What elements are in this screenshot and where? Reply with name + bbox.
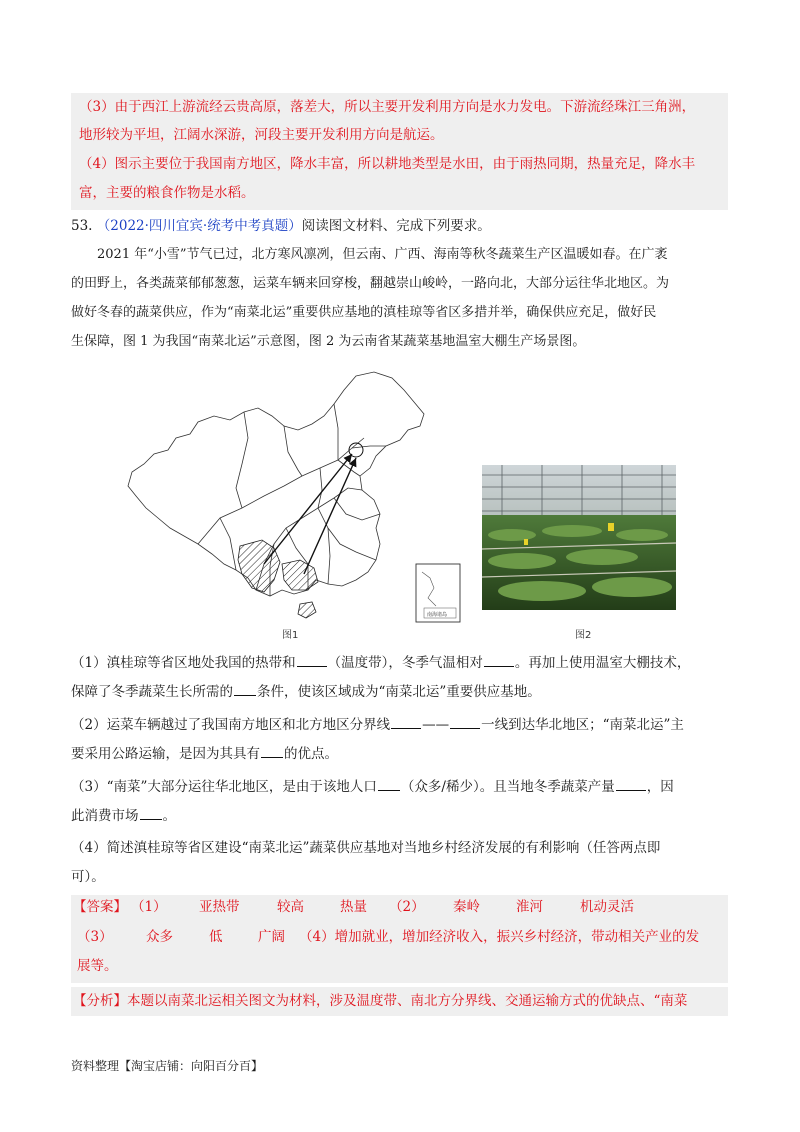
q2-blank-1	[391, 716, 421, 729]
q2-line2-text-b: 的优点。	[284, 746, 338, 762]
answer-token: 淮河	[516, 899, 543, 915]
q2-blank-2	[450, 716, 480, 729]
answer-token: 亚热带	[199, 899, 240, 915]
inset-label: 南海诸岛	[427, 612, 448, 618]
analysis-text: 本题以南菜北运相关图文为材料，涉及温度带、南北方分界线、交通运输方式的优缺点、“南菜	[127, 993, 688, 1009]
q1-text-c: 。再加上使用温室大棚技术，	[514, 655, 691, 671]
material-line-1: 2021 年“小雪”节气已过，北方寒风凛冽，但云南、广西、海南等秋冬蔬菜生产区温暖如春。在广袤	[97, 247, 668, 262]
material-line-4: 生保障，图 1 为我国“南菜北运”示意图，图 2 为云南省某蔬菜基地温室大棚生产场景图。	[71, 334, 586, 349]
question-instruction: 阅读图文材料、完成下列要求。	[301, 218, 491, 234]
china-map-figure	[124, 368, 464, 626]
q2-line2-text-a: 要采用公路运输，是因为其具有	[71, 746, 260, 762]
q3-text-c: ，因	[646, 779, 674, 795]
question-source: （2022·四川宜宾·统考中考真题）	[96, 218, 302, 234]
answer-token: （1）	[131, 899, 167, 915]
subquestion-4-line2: 可）。	[71, 869, 105, 885]
answer-token: （2）	[389, 899, 425, 915]
answer-token: 众多	[146, 929, 173, 945]
answer-token: 机动灵活	[580, 899, 634, 915]
q3-line2-text-a: 此消费市场	[71, 808, 139, 824]
subquestion-1-line2	[71, 681, 541, 703]
q2-text-b: 一线到达华北地区；“南菜北运”主	[481, 717, 684, 733]
answer-token: 低	[209, 929, 223, 945]
prev-answer-p4-line2: 富，主要的粮食作物是水稻。	[79, 185, 255, 201]
answer-token: 广阔	[258, 929, 285, 945]
subquestion-2-line1	[71, 714, 684, 736]
answer-block	[71, 895, 728, 983]
hatched-region-yunnan	[238, 540, 280, 592]
q3-text-b: （众多/稀少）。且当地冬季蔬菜产量	[400, 779, 615, 795]
figure-1-caption: 图1	[282, 630, 299, 641]
material-line-3: 做好冬春的蔬菜供应，作为“南菜北运”重要供应基地的滇桂琼等省区多措并举，确保供应充足，做好民	[71, 305, 657, 320]
subquestion-4-line1: （4）简述滇桂琼等省区建设“南菜北运”蔬菜供应基地对当地乡村经济发展的有利影响（任答两点即	[71, 840, 661, 856]
subquestion-3-line1	[71, 776, 674, 798]
q3-blank-3	[140, 807, 162, 820]
route-arrow-yunnan	[264, 454, 352, 564]
answer-label: 【答案】	[73, 899, 127, 915]
q1-blank-2	[484, 654, 514, 667]
q3-text-a: （3）“南菜”大部分运往华北地区，是由于该地人口	[71, 779, 377, 795]
analysis-block	[71, 987, 728, 1016]
hatched-region-hainan	[298, 602, 316, 618]
subquestion-3-line2	[71, 805, 176, 827]
answer-part-4: （4）增加就业，增加经济收入，振兴乡村经济，带动相关产业的发	[299, 929, 700, 945]
q1-blank-1	[297, 654, 327, 667]
answer-token: 秦岭	[453, 899, 480, 915]
q2-blank-3	[261, 745, 283, 758]
question-header	[71, 215, 491, 237]
q1-line2-text-a: 保障了冬季蔬菜生长所需的	[71, 684, 233, 700]
prev-answer-p4-line1: （4）图示主要位于我国南方地区，降水丰富，所以耕地类型是水田，由于雨热同期，热量充足，降水丰	[79, 156, 696, 172]
q3-blank-1	[378, 778, 400, 791]
q1-text-a: （1）滇桂琼等省区地处我国的热带和	[71, 655, 296, 671]
question-number: 53.	[71, 218, 93, 234]
prev-answer-p3-line2: 地形较为平坦，江阔水深游，河段主要开发利用方向是航运。	[79, 127, 444, 143]
subquestion-1-line1	[71, 652, 690, 674]
q3-blank-2	[616, 778, 646, 791]
answer-token: 热量	[340, 899, 367, 915]
answer-part-4-cont: 展等。	[77, 958, 118, 974]
footer-source: 资料整理【淘宝店铺：向阳百分百】	[71, 1059, 264, 1073]
q1-text-b: （温度带），冬季气温相对	[327, 655, 483, 671]
answer-token: 较高	[277, 899, 304, 915]
previous-answer-block	[71, 93, 728, 210]
q2-text-a: （2）运菜车辆越过了我国南方地区和北方地区分界线	[71, 717, 391, 733]
analysis-line	[73, 990, 687, 1012]
q3-line2-text-b: 。	[162, 808, 176, 824]
material-line-2: 的田野上，各类蔬菜郁郁葱葱，运菜车辆来回穿梭，翻越崇山峻岭，一路向北，大部分运往华北地区。为	[71, 276, 670, 291]
prev-answer-p3-line1: （3）由于西江上游流经云贵高原，落差大，所以主要开发利用方向是水力发电。下游流经珠江三角洲，	[79, 99, 696, 115]
q2-dash: ——	[422, 717, 450, 733]
figure-2-caption: 图2	[575, 630, 592, 641]
answer-token: （3）	[77, 929, 113, 945]
q1-line2-text-b: 条件，使该区域成为“南菜北运”重要供应基地。	[257, 684, 541, 700]
q1-blank-3	[234, 683, 256, 696]
subquestion-2-line2	[71, 743, 338, 765]
greenhouse-photo	[482, 465, 676, 610]
analysis-label: 【分析】	[73, 993, 127, 1009]
hatched-region-guangxi	[282, 560, 318, 590]
